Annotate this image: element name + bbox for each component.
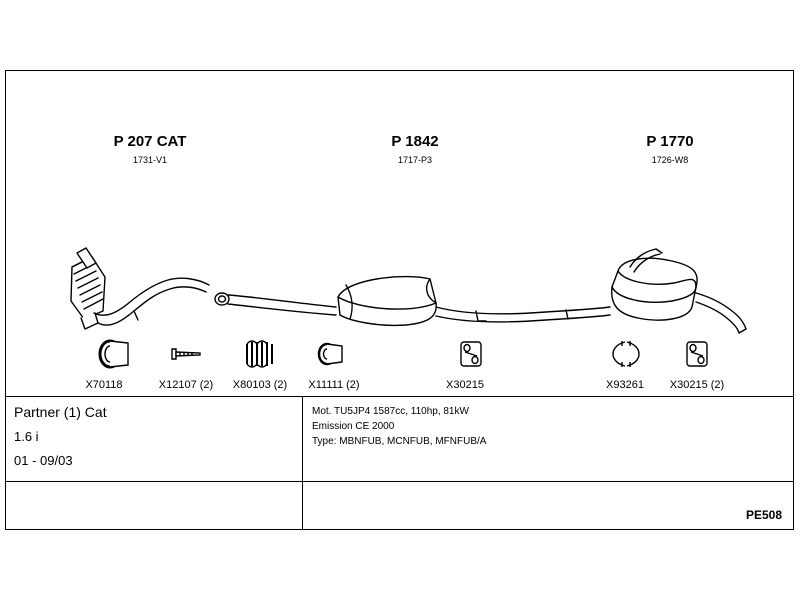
spec-line-2: Emission CE 2000 (312, 421, 395, 432)
pipe-ring-joint-icon (215, 293, 229, 305)
part-label-x93261: X93261 (606, 379, 644, 391)
component-ref-3: 1726-W8 (651, 155, 689, 165)
spec-line-3: Type: MBNFUB, MCNFUB, MFNFUB/A (312, 436, 487, 447)
washer-ring-icon (319, 344, 342, 364)
table-divider-vertical (302, 396, 303, 529)
rubber-mount-icon (461, 342, 481, 366)
centre-silencer-icon (338, 277, 436, 326)
spec-line-1: Mot. TU5JP4 1587cc, 110hp, 81kW (312, 406, 469, 417)
spring-icon (247, 341, 272, 367)
component-ref-2: 1717-P3 (397, 155, 433, 165)
vehicle-model: Partner (1) Cat (14, 404, 107, 420)
component-ref-1: 1731-V1 (132, 155, 168, 165)
rear-silencer-icon (612, 249, 697, 320)
v-clamp-icon (613, 341, 639, 367)
part-label-x30215: X30215 (446, 379, 484, 391)
bolt-icon (172, 349, 200, 359)
part-label-x30215-2: X30215 (2) (669, 379, 725, 391)
component-title-3: P 1770 (646, 133, 694, 150)
component-title-2: P 1842 (391, 133, 439, 150)
component-title-1: P 207 CAT (113, 133, 187, 150)
engine-spec-block (312, 404, 762, 449)
ring-clamp-icon (100, 341, 128, 367)
parts-row (6, 330, 793, 376)
parts-icons-svg (6, 330, 793, 376)
part-label-x12107: X12107 (2) (158, 379, 214, 391)
part-label-x80103: X80103 (2) (232, 379, 288, 391)
vehicle-engine-size: 1.6 i (14, 429, 39, 444)
part-label-x11111: X11111 (2) (308, 379, 360, 391)
sheet-code: PE508 (745, 508, 782, 522)
vehicle-period: 01 - 09/03 (14, 453, 73, 468)
table-divider-mid (6, 481, 793, 482)
part-label-x70118: X70118 (85, 379, 123, 391)
catalytic-converter-icon (71, 248, 105, 329)
rubber-mount-icon-2 (687, 342, 707, 366)
vehicle-info-block (14, 402, 294, 474)
table-divider-top (6, 396, 793, 397)
